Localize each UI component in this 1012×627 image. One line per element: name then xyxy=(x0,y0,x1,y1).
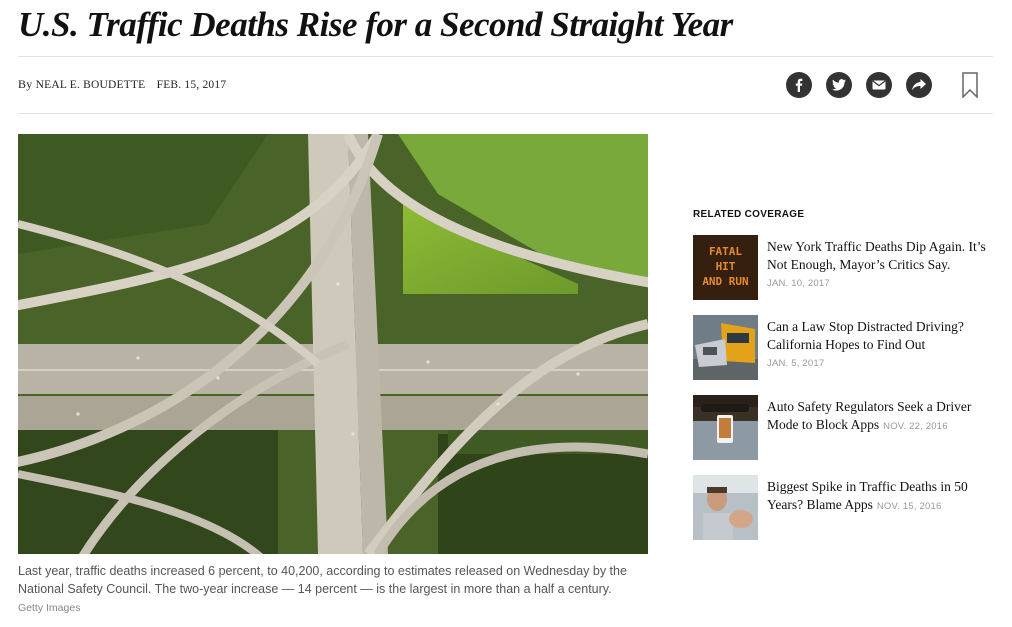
related-coverage-label: RELATED COVERAGE xyxy=(693,209,805,220)
related-thumbnail-fatal-sign xyxy=(693,235,758,300)
byline xyxy=(18,77,226,92)
twitter-icon xyxy=(832,79,846,91)
related-item[interactable] xyxy=(693,315,993,381)
related-thumbnail-driver-phone xyxy=(693,475,758,540)
related-date: NOV. 22, 2016 xyxy=(883,420,948,432)
related-title[interactable]: Auto Safety Regulators Seek a Driver Mode to Block Apps xyxy=(767,399,972,432)
byline-prefix: By xyxy=(18,77,33,91)
lead-photo xyxy=(18,134,648,554)
photo-caption xyxy=(18,562,628,617)
related-date: NOV. 15, 2016 xyxy=(876,500,942,512)
thumb-text-line: FATAL xyxy=(708,245,743,258)
related-date: JAN. 10, 2017 xyxy=(767,278,830,289)
thumb-text-line: HIT xyxy=(715,260,736,273)
related-item[interactable] xyxy=(693,235,993,301)
facebook-icon xyxy=(792,78,806,92)
bookmark-icon[interactable] xyxy=(962,72,978,98)
related-date: JAN. 5, 2017 xyxy=(767,358,825,369)
author-link[interactable]: NEAL E. BOUDETTE xyxy=(35,79,146,91)
twitter-share-button[interactable] xyxy=(826,72,852,98)
publish-date: FEB. 15, 2017 xyxy=(156,79,227,91)
related-item[interactable] xyxy=(693,395,993,461)
related-title[interactable]: Biggest Spike in Traffic Deaths in 50 Years? Blame Apps xyxy=(767,479,968,512)
related-title[interactable]: New York Traffic Deaths Dip Again. It’s Not Enough, Mayor’s Critics Say. xyxy=(767,239,986,272)
caption-text: Last year, traffic deaths increased 6 percent, to 40,200, according to estimates released on Wednesday by the National Safety Council. The two-year increase — 14 percent — is the largest in more than a half a century. xyxy=(18,564,627,596)
related-title[interactable]: Can a Law Stop Distracted Driving? California Hopes to Find Out xyxy=(767,319,964,352)
related-thumbnail-bus-crash xyxy=(693,315,758,380)
divider-bottom xyxy=(18,113,993,114)
highway-interchange-illustration xyxy=(18,134,648,554)
email-icon xyxy=(872,80,886,90)
thumb-text-line: AND RUN xyxy=(702,275,749,288)
divider-top xyxy=(18,56,993,57)
share-icon xyxy=(912,79,926,91)
related-thumbnail-phone-mount xyxy=(693,395,758,460)
photo-credit: Getty Images xyxy=(18,602,81,614)
facebook-share-button[interactable] xyxy=(786,72,812,98)
more-share-button[interactable] xyxy=(906,72,932,98)
article-headline: U.S. Traffic Deaths Rise for a Second Straight Year xyxy=(18,5,733,44)
related-item[interactable] xyxy=(693,475,993,541)
email-share-button[interactable] xyxy=(866,72,892,98)
share-tools xyxy=(786,72,932,98)
